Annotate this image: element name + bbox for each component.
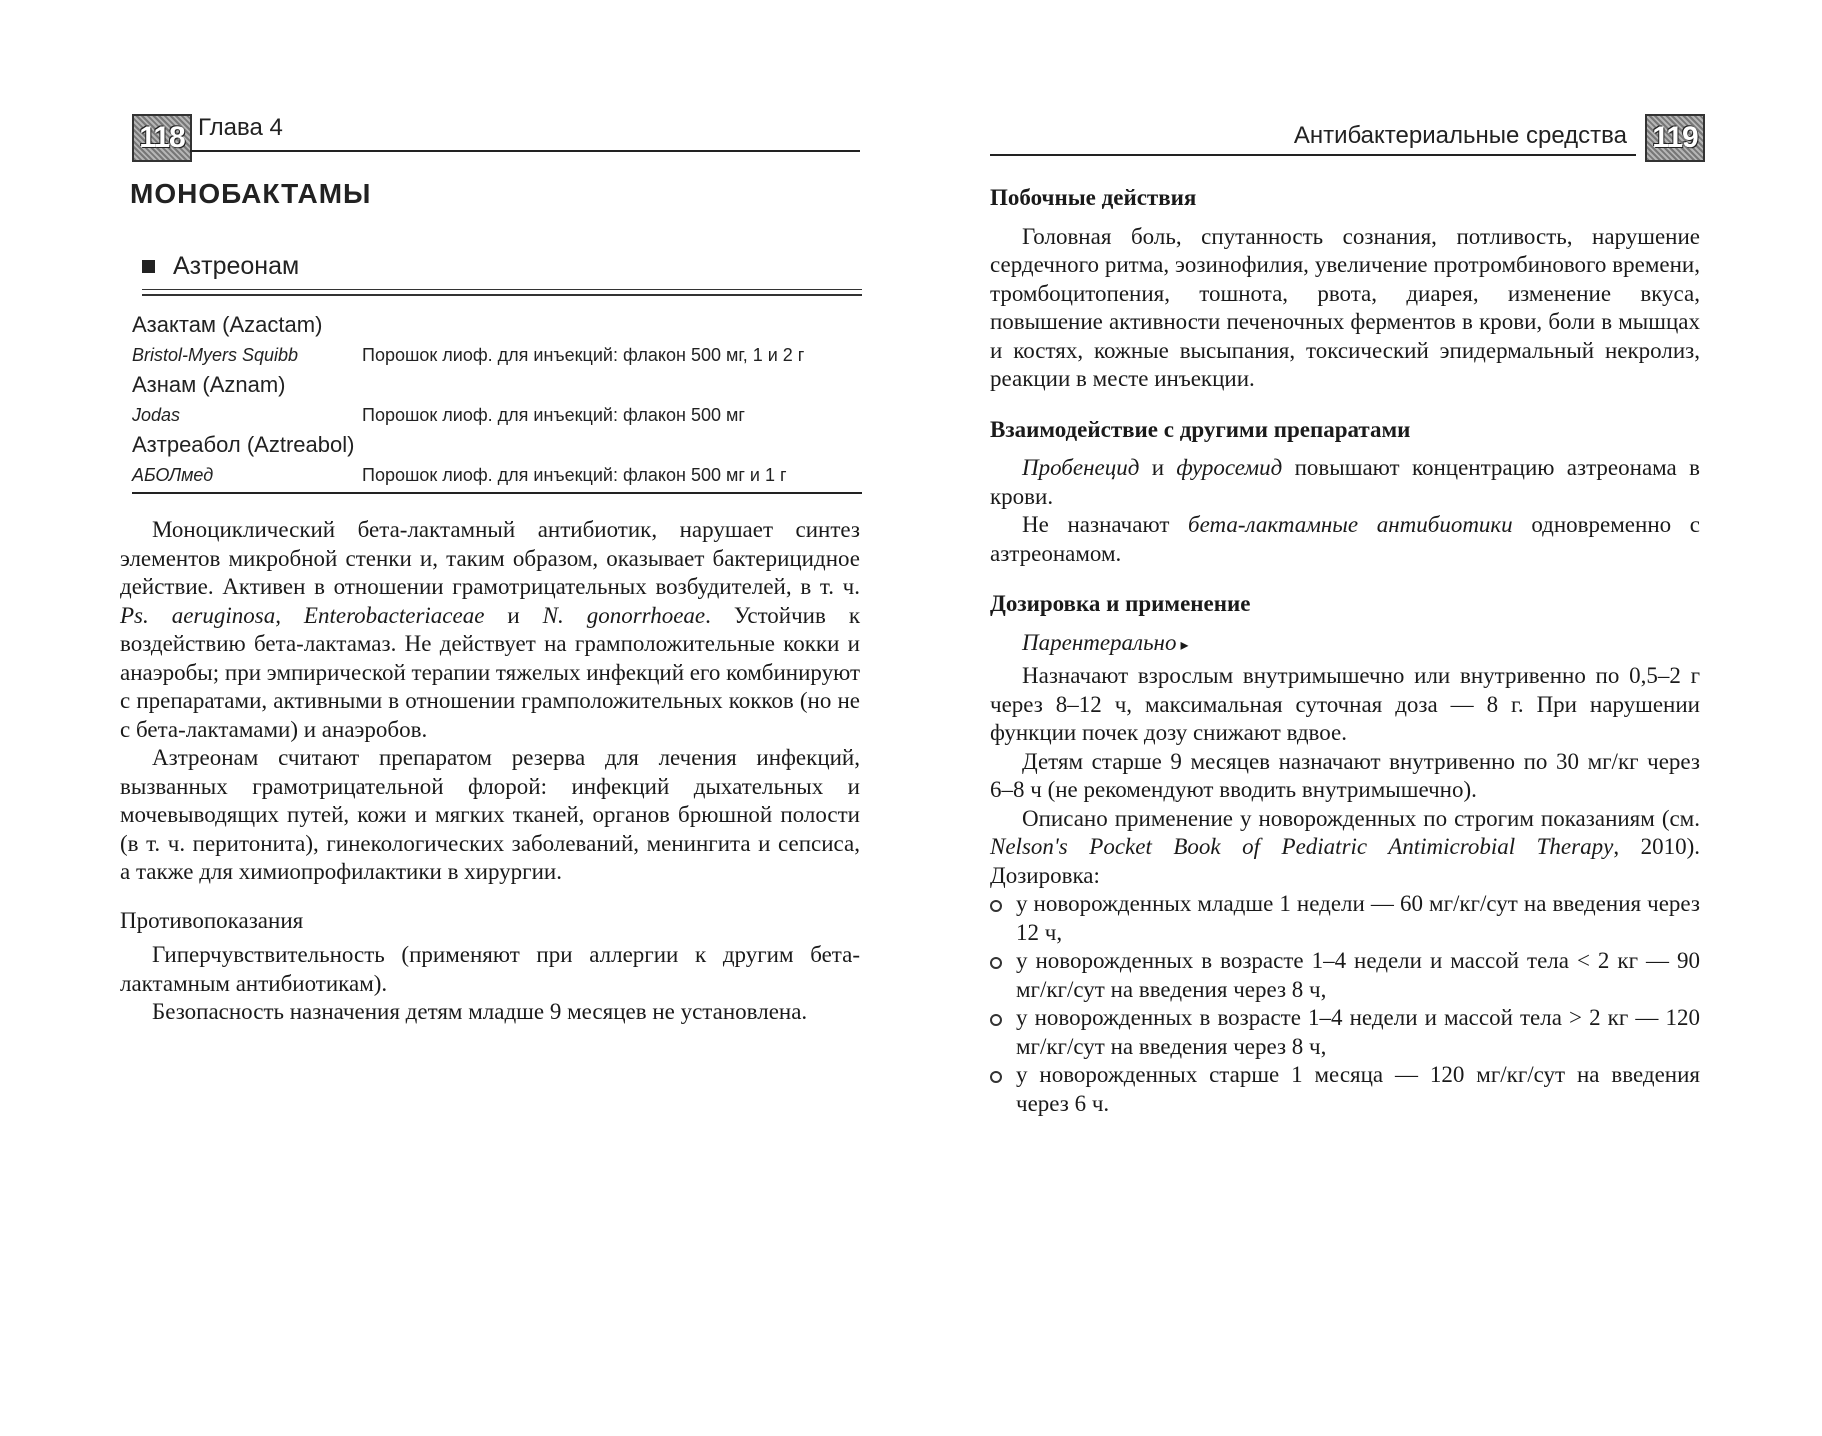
circle-bullet-icon xyxy=(990,1071,1002,1083)
square-bullet-icon xyxy=(142,260,155,273)
table-bottom-rule xyxy=(132,492,862,494)
contraindications-heading: Противопоказания xyxy=(120,907,304,933)
brand-name: Азактам (Azactam) xyxy=(132,312,323,337)
page-number-right: 119 xyxy=(1645,114,1705,162)
brand-manufacturer: АБОЛмед xyxy=(132,465,214,485)
left-running-header xyxy=(110,110,860,158)
description-paragraph: Моноциклический бета-лактамный антибиотик, нарушает синтез элементов микробной стенки и, таким образом, оказывает бактерицидное действие. Активен в отношении грамотрицательных возбудителей, в т. ч. Ps. aeruginosa, Enterobacteriaceae и N. gonorrhoeae. Устойчив к воздействию бета-лактамаз. Не действует на грамположительные кокки и анаэробы; при эмпирической терапии тяжелых инфекций его комбинируют с препаратами, активными в отношении грамположительных кокков (но не с бета-лактамами) и анаэробов. xyxy=(120,517,860,742)
list-item: у новорожденных старше 1 месяца — 120 мг/кг/сут на введения через 6 ч. xyxy=(990,1061,1700,1118)
contraindications-paragraph: Гиперчувствительность (применяют при аллергии к другим бета-лактамным антибиотикам). xyxy=(120,942,860,996)
side-effects-paragraph: Головная боль, спутанность сознания, потливость, нарушение сердечного ритма, эозинофилия, увеличение протромбинового времени, тромбоцитопения, тошнота, рвота, диарея, изменение вкуса, повышение активности печеночных ферментов в крови, боли в мышцах и костях, кожные высыпания, токсический эпидермальный некролиз, реакции в месте инъекции. xyxy=(990,223,1700,391)
interactions-heading: Взаимодействие с другими препаратами xyxy=(990,416,1411,442)
chapter-title: Глава 4 xyxy=(198,114,283,141)
right-running-header xyxy=(990,110,1705,158)
book-section-title: Антибактериальные средства xyxy=(1293,122,1627,149)
circle-bullet-icon xyxy=(990,957,1002,969)
safety-paragraph: Безопасность назначения детям младше 9 месяцев не установлена. xyxy=(152,999,808,1024)
neonate-dose-list xyxy=(990,890,1700,1118)
brand-name: Азнам (Aznam) xyxy=(132,372,286,397)
left-body-text xyxy=(120,516,860,1027)
double-rule xyxy=(142,289,862,296)
header-rule xyxy=(990,154,1636,156)
indications-paragraph: Азтреонам считают препаратом резерва для лечения инфекций, вызванных грамотрицательной флорой: инфекций дыхательных и мочевыводящих путей, кожи и мягких тканей, органов брюшной полости (в т. ч. перитонита), гинекологических заболеваний, менингита и сепсиса, а также для химиопрофилактики в хирургии. xyxy=(120,745,860,884)
triangle-right-icon: ▸ xyxy=(1180,636,1189,654)
circle-bullet-icon xyxy=(990,900,1002,912)
brand-table xyxy=(132,310,862,494)
list-item: у новорожденных младше 1 недели — 60 мг/кг/сут на введения через 12 ч, xyxy=(990,890,1700,947)
brand-manufacturer: Jodas xyxy=(132,405,181,425)
adult-dose-paragraph: Назначают взрослым внутримышечно или внутривенно по 0,5–2 г через 8–12 ч, максимальная суточная доза — 8 г. При нарушении функции почек дозу снижают вдвое. xyxy=(990,663,1700,745)
drug-heading xyxy=(142,252,862,296)
brand-row xyxy=(132,430,862,490)
brand-form: Порошок лиоф. для инъекций: флакон 500 мг xyxy=(362,405,745,425)
interactions-paragraph-2: Не назначают бета-лактамные антибиотики одновременно с азтреонамом. xyxy=(990,512,1700,566)
brand-form: Порошок лиоф. для инъекций: флакон 500 мг, 1 и 2 г xyxy=(362,345,805,365)
brand-row xyxy=(132,370,862,430)
brand-manufacturer: Bristol-Myers Squibb xyxy=(132,345,299,365)
side-effects-heading: Побочные действия xyxy=(990,185,1197,210)
page-number-left: 118 xyxy=(132,114,192,162)
header-rule xyxy=(190,150,860,152)
brand-row xyxy=(132,310,862,370)
interactions-paragraph: Пробенецид и фуросемид повышают концентрацию азтреонама в крови. xyxy=(990,455,1700,509)
drug-name: Азтреонам xyxy=(173,252,300,280)
brand-name: Азтреабол (Aztreabol) xyxy=(132,432,355,457)
section-title: МОНОБАКТАМЫ xyxy=(130,178,372,209)
child-dose-paragraph: Детям старше 9 месяцев назначают внутривенно по 30 мг/кг через 6–8 ч (не рекомендуют вводить внутримышечно). xyxy=(990,748,1700,802)
list-item: у новорожденных в возрасте 1–4 недели и массой тела > 2 кг — 120 мг/кг/сут на введения через 8 ч, xyxy=(990,1004,1700,1061)
brand-form: Порошок лиоф. для инъекций: флакон 500 мг и 1 г xyxy=(362,465,787,485)
dosage-heading: Дозировка и применение xyxy=(990,591,1251,616)
right-body-text xyxy=(990,184,1700,1118)
route-label: Парентерально ▸ xyxy=(1022,629,1189,655)
neonate-dose-paragraph: Описано применение у новорожденных по строгим показаниям (см. Nelson's Pocket Book of Pediatric Antimicrobial Therapy, 2010). Дозировка: xyxy=(990,805,1700,888)
circle-bullet-icon xyxy=(990,1014,1002,1026)
list-item: у новорожденных в возрасте 1–4 недели и массой тела < 2 кг — 90 мг/кг/сут на введения через 8 ч, xyxy=(990,947,1700,1004)
